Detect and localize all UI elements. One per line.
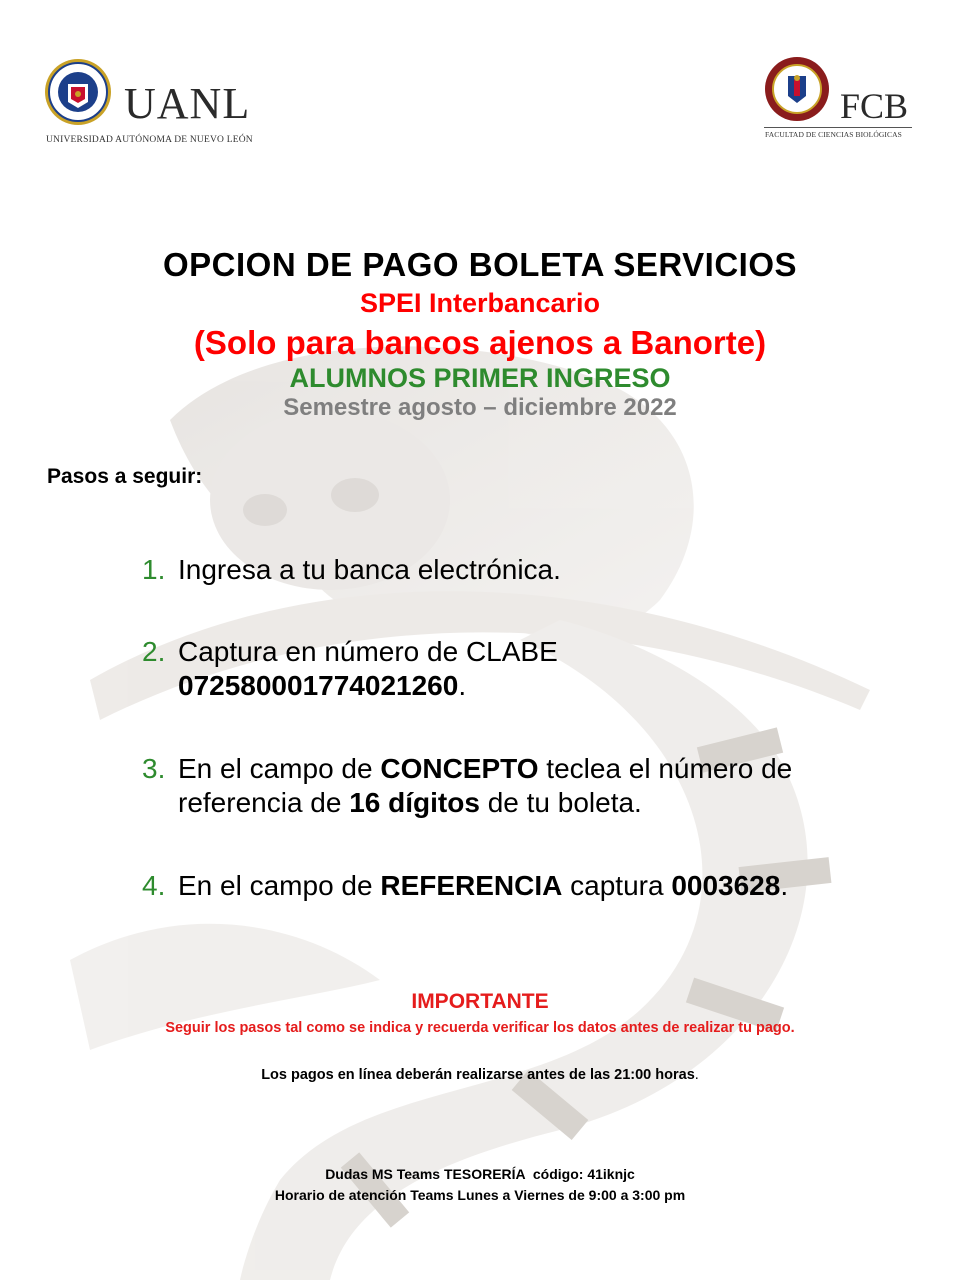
fcb-divider <box>764 127 912 128</box>
step-text-part: En el campo de <box>178 870 381 901</box>
fcb-logo <box>764 56 924 146</box>
step-number: 3. <box>142 753 166 784</box>
reference-number: 0003628 <box>671 870 781 901</box>
fcb-seal-icon <box>764 56 830 122</box>
step-text-part: de tu boleta. <box>479 787 642 818</box>
step-text-part: captura <box>562 870 672 901</box>
digits-label: 16 dígitos <box>349 787 480 818</box>
clabe-number: 072580001774021260 <box>178 670 459 701</box>
deadline-end: . <box>694 1067 699 1083</box>
uanl-seal-icon <box>44 58 112 126</box>
uanl-subtitle: UNIVERSIDAD AUTÓNOMA DE NUEVO LEÓN <box>46 135 253 145</box>
semester-label: Semestre agosto – diciembre 2022 <box>283 394 677 421</box>
step-end: . <box>780 870 789 901</box>
step-number: 1. <box>142 554 166 585</box>
deadline-note <box>0 1067 960 1083</box>
step-text <box>178 635 902 703</box>
deadline-text: Los pagos en línea deberán realizarse antes de las 21:00 horas <box>261 1067 695 1083</box>
payment-method: SPEI Interbancario <box>359 288 601 318</box>
uanl-wordmark: UANL <box>124 79 251 128</box>
step-text-part: En el campo de <box>178 753 381 784</box>
step-text-part: teclea el número de referencia de <box>178 753 793 818</box>
step-text <box>178 752 902 820</box>
referencia-label: REFERENCIA <box>380 870 563 901</box>
step-text-part: Captura en número de CLABE <box>178 636 558 667</box>
step-end: . <box>458 670 467 701</box>
steps-heading: Pasos a seguir: <box>47 465 203 488</box>
important-heading: IMPORTANTE <box>411 990 549 1013</box>
step-number: 2. <box>142 636 166 667</box>
concepto-label: CONCEPTO <box>380 753 539 784</box>
fcb-wordmark: FCB <box>840 86 909 126</box>
contact-teams: Dudas MS Teams TESORERÍA código: 41iknjc <box>325 1166 635 1182</box>
fcb-subtitle: FACULTAD DE CIENCIAS BIOLÓGICAS <box>765 130 902 139</box>
page-title: OPCION DE PAGO BOLETA SERVICIOS <box>162 246 798 283</box>
uanl-logo <box>44 58 274 148</box>
contact-hours: Horario de atención Teams Lunes a Viernes de 9:00 a 3:00 pm <box>274 1187 686 1203</box>
step-text <box>178 869 902 903</box>
step-text: Ingresa a tu banca electrónica. <box>178 554 561 585</box>
step-number: 4. <box>142 870 166 901</box>
important-text: Seguir los pasos tal como se indica y recuerda verificar los datos antes de realizar tu pago. <box>165 1020 795 1036</box>
bank-note: (Solo para bancos ajenos a Banorte) <box>193 324 767 361</box>
audience-label: ALUMNOS PRIMER INGRESO <box>289 363 671 393</box>
